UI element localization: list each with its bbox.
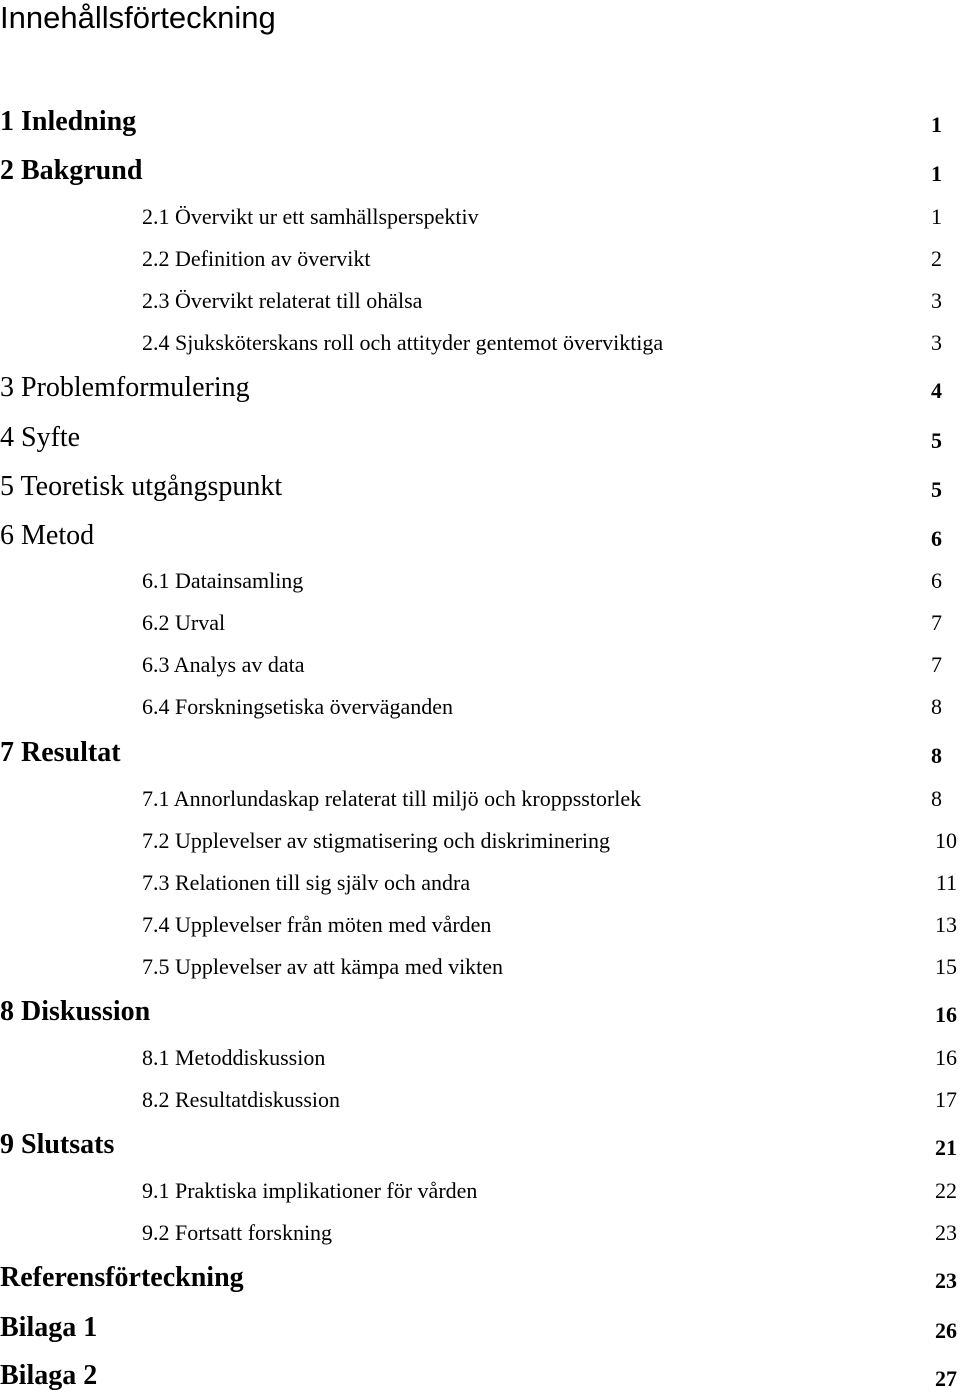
toc-entry-page: 2: [931, 246, 942, 271]
toc-entry-5-teoretisk-utgangspunkt[interactable]: [0, 467, 960, 503]
toc-entry-page: 5: [931, 428, 942, 453]
toc-entry-6-metod[interactable]: [0, 516, 960, 552]
toc-entry-7-3[interactable]: [0, 868, 960, 896]
toc-entry-page: 3: [931, 288, 942, 313]
toc-entry-referensforteckning[interactable]: [0, 1258, 960, 1294]
toc-entry-7-4[interactable]: [0, 910, 960, 938]
toc-entry-8-2[interactable]: [0, 1085, 960, 1113]
toc-entry-page: 27: [935, 1366, 957, 1391]
toc-entry-label: 2.3 Övervikt relaterat till ohälsa: [142, 288, 423, 313]
toc-entry-page: 23: [935, 1268, 957, 1293]
toc-entry-6-1[interactable]: [0, 566, 960, 594]
toc-entry-6-4[interactable]: [0, 692, 960, 720]
toc-entry-label: 2.4 Sjuksköterskans roll och attityder gentemot överviktiga: [142, 330, 664, 355]
toc-entry-label: Bilaga 1: [0, 1312, 98, 1343]
toc-entry-9-1[interactable]: [0, 1176, 960, 1204]
toc-entry-page: 1: [931, 161, 942, 186]
toc-entry-label: Referensförteckning: [0, 1262, 244, 1293]
toc-entry-page: 8: [931, 694, 942, 719]
toc-entry-2-2[interactable]: [0, 244, 960, 272]
toc-entry-page: 10: [935, 828, 957, 853]
toc-entry-page: 11: [935, 870, 957, 895]
page-title: Innehållsförteckning: [0, 0, 276, 35]
toc-entry-label: 1 Inledning: [0, 106, 137, 137]
toc-entry-label: 2 Bakgrund: [0, 155, 143, 186]
toc-entry-page: 6: [931, 526, 942, 551]
toc-entry-label: 6.3 Analys av data: [142, 652, 305, 677]
toc-entry-2-bakgrund[interactable]: [0, 151, 960, 187]
toc-entry-7-1[interactable]: [0, 784, 960, 812]
toc-entry-page: 26: [935, 1318, 957, 1343]
toc-entry-page: 8: [931, 786, 942, 811]
toc-entry-label: 4 Syfte: [0, 422, 81, 453]
toc-entry-9-2[interactable]: [0, 1218, 960, 1246]
toc-entry-label: 6.4 Forskningsetiska överväganden: [142, 694, 453, 719]
toc-entry-bilaga-1[interactable]: [0, 1308, 960, 1344]
toc-entry-label: 2.2 Definition av övervikt: [142, 246, 371, 271]
toc-entry-label: 3 Problemformulering: [0, 372, 250, 403]
toc-entry-page: 5: [931, 477, 942, 502]
toc-entry-9-slutsats[interactable]: [0, 1125, 960, 1161]
toc-entry-8-diskussion[interactable]: [0, 992, 960, 1028]
toc-entry-7-5[interactable]: [0, 952, 960, 980]
toc-entry-label: 6.2 Urval: [142, 610, 226, 635]
toc-entry-page: 13: [935, 912, 957, 937]
toc-entry-3-problemformulering[interactable]: [0, 368, 960, 404]
toc-entry-page: 6: [931, 568, 942, 593]
toc-entry-label: Bilaga 2: [0, 1360, 98, 1391]
toc-entry-page: 1: [931, 112, 942, 137]
toc-entry-label: 8.2 Resultatdiskussion: [142, 1087, 341, 1112]
toc-entry-6-2[interactable]: [0, 608, 960, 636]
toc-entry-page: 1: [931, 204, 942, 229]
toc-entry-label: 7.4 Upplevelser från möten med vården: [142, 912, 492, 937]
toc-entry-6-3[interactable]: [0, 650, 960, 678]
toc-entry-label: 7 Resultat: [0, 737, 121, 768]
toc-entry-bilaga-2[interactable]: [0, 1356, 960, 1392]
toc-entry-page: 7: [931, 652, 942, 677]
toc-entry-label: 7.5 Upplevelser av att kämpa med vikten: [142, 954, 504, 979]
toc-entry-page: 4: [931, 378, 942, 403]
toc-entry-page: 22: [935, 1178, 957, 1203]
toc-entry-7-resultat[interactable]: [0, 733, 960, 769]
toc-entry-page: 21: [935, 1135, 957, 1160]
toc-entry-7-2[interactable]: [0, 826, 960, 854]
toc-entry-page: 16: [935, 1002, 957, 1027]
toc-entry-label: 9.1 Praktiska implikationer för vården: [142, 1178, 478, 1203]
toc-entry-8-1[interactable]: [0, 1043, 960, 1071]
toc-entry-label: 9.2 Fortsatt forskning: [142, 1220, 333, 1245]
toc-entry-label: 8 Diskussion: [0, 996, 151, 1027]
toc-entry-page: 17: [935, 1087, 957, 1112]
toc-entry-label: 5 Teoretisk utgångspunkt: [0, 471, 283, 502]
toc-entry-page: 15: [935, 954, 957, 979]
toc-entry-label: 8.1 Metoddiskussion: [142, 1045, 326, 1070]
toc-entry-page: 16: [935, 1045, 957, 1070]
toc-entry-label: 6 Metod: [0, 520, 95, 551]
toc-entry-page: 23: [935, 1220, 957, 1245]
toc-entry-page: 7: [931, 610, 942, 635]
toc-entry-2-4[interactable]: [0, 328, 960, 356]
toc-entry-label: 2.1 Övervikt ur ett samhällsperspektiv: [142, 204, 479, 229]
toc-entry-label: 7.3 Relationen till sig själv och andra: [142, 870, 471, 895]
toc-entry-label: 7.2 Upplevelser av stigmatisering och diskriminering: [142, 828, 611, 853]
toc-entry-4-syfte[interactable]: [0, 418, 960, 454]
toc-entry-1-inledning[interactable]: [0, 102, 960, 138]
toc-entry-label: 6.1 Datainsamling: [142, 568, 304, 593]
toc-entry-2-3[interactable]: [0, 286, 960, 314]
toc-entry-label: 9 Slutsats: [0, 1129, 115, 1160]
toc-entry-2-1[interactable]: [0, 202, 960, 230]
toc-entry-page: 3: [931, 330, 942, 355]
toc-entry-page: 8: [931, 743, 942, 768]
toc-entry-label: 7.1 Annorlundaskap relaterat till miljö och kroppsstorlek: [142, 786, 642, 811]
